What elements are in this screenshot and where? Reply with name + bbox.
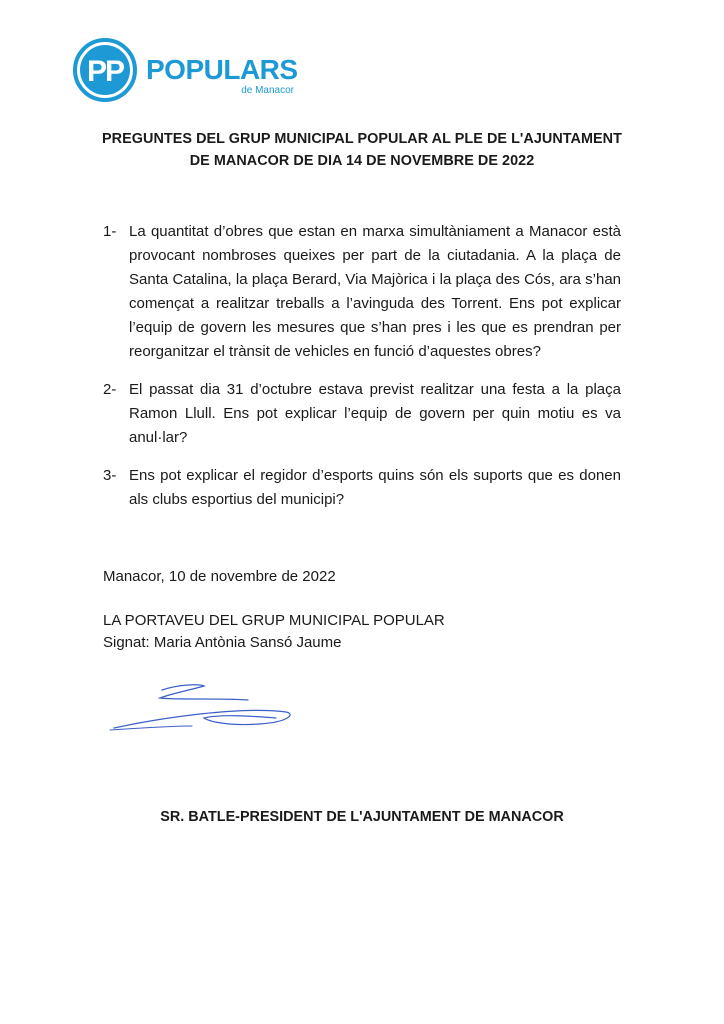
document-date: Manacor, 10 de novembre de 2022 <box>103 568 336 585</box>
question-text: La quantitat d’obres que estan en marxa simultàniament a Manacor està provocant nombroses queixes per part de la ciutadania. A la plaça de Santa Catalina, la plaça Berard, Via Majòrica i la plaça des Cós, ara s’han començat a realitzar treballs a l’avinguda des Torrent. Ens pot explicar l’equip de govern les mesures que s’han pres i les que es prendran per reorganitzar el trànsit de vehicles en funció d’aquestes obres? <box>129 223 621 360</box>
title-line-1: PREGUNTES DEL GRUP MUNICIPAL POPULAR AL PLE DE L'AJUNTAMENT <box>102 131 622 147</box>
logo-subtitle-text: de Manacor <box>241 85 294 96</box>
question-number: 2- <box>103 381 117 398</box>
question-text: El passat dia 31 d’octubre estava previst realitzar una festa a la plaça Ramon Llull. Ens pot explicar l’equip de govern per quin motiu es va anul·lar? <box>129 381 621 446</box>
question-number: 1- <box>103 223 117 240</box>
question-number: 3- <box>103 467 117 484</box>
question-item <box>103 378 621 450</box>
addressee: SR. BATLE-PRESIDENT DE L'AJUNTAMENT DE MANACOR <box>160 809 564 825</box>
document-title <box>90 128 634 172</box>
title-line-2: DE MANACOR DE DIA 14 DE NOVEMBRE DE 2022 <box>189 153 535 169</box>
question-item <box>103 464 621 512</box>
logo-mark-text: PP <box>86 55 124 88</box>
signer-block <box>103 610 445 654</box>
signer-role: LA PORTAVEU DEL GRUP MUNICIPAL POPULAR <box>103 612 445 629</box>
logo-name-text: POPULARS <box>146 54 298 85</box>
question-item <box>103 220 621 364</box>
questions-list <box>103 220 621 526</box>
question-text: Ens pot explicar el regidor d’esports quins són els suports que es donen als clubs esportius del municipi? <box>129 467 621 508</box>
signer-name: Signat: Maria Antònia Sansó Jaume <box>103 634 342 651</box>
handwritten-signature <box>100 678 300 738</box>
populars-logo <box>72 38 302 104</box>
